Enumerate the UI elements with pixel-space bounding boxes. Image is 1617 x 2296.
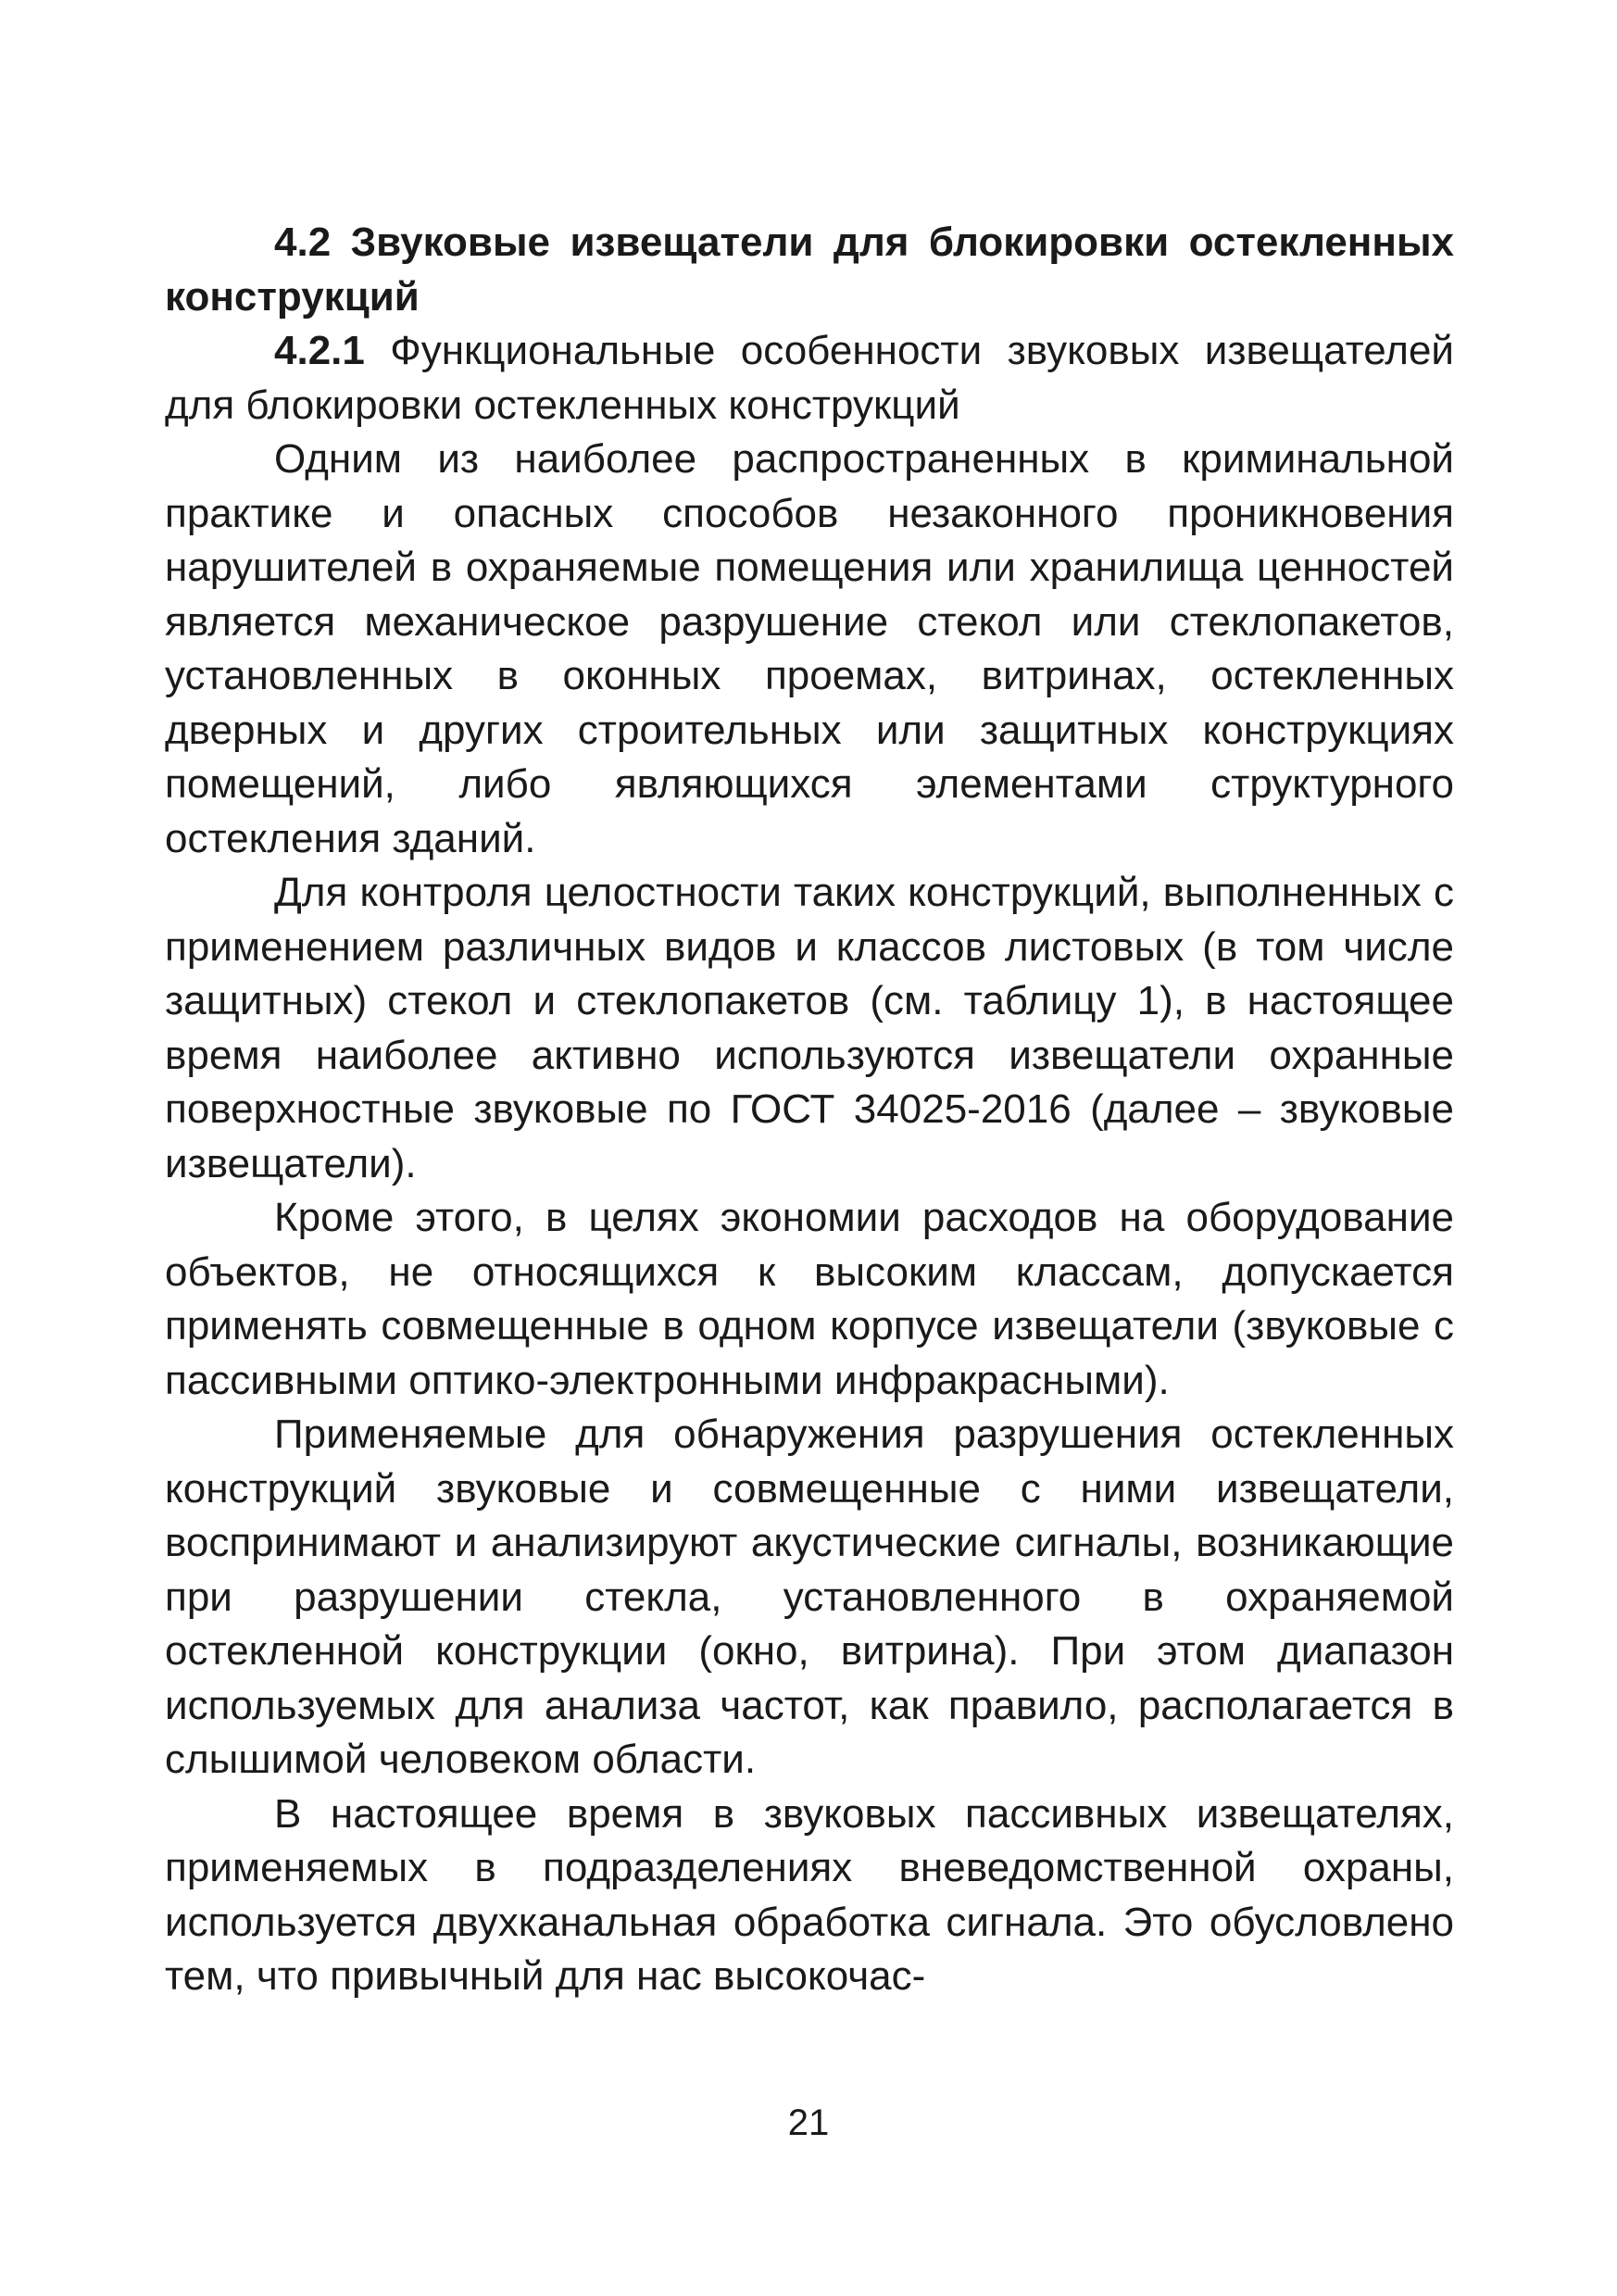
section-heading: 4.2 Звуковые извещатели для блокировки остекленных конструкций — [165, 220, 1454, 320]
paragraph-4: Применяемые для обнаружения разрушения остекленных конструкций звуковые и совмещенные с ними извещатели, воспринимают и анализируют акустические сигналы, возникающие при разрушении стекла, установленного в охраняемой остекленной конструкции (окно, витрина). При этом диапазон используемых для анализа частот, как правило, располагается в слышимой человеком области. — [165, 1411, 1454, 1782]
paragraph-2: Для контроля целостности таких конструкций, выполненных с применением различных видов и классов листовых (в том числе защитных) стекол и стеклопакетов (см. таблицу 1), в настоящее время наиболее активно используются извещатели охранные поверхностные звуковые по ГОСТ 34025-2016 (далее – звуковые извещатели). — [165, 870, 1454, 1186]
subsection-title: Функциональные особенности звуковых извещателей для блокировки остекленных конструкций — [165, 328, 1454, 428]
page-number: 21 — [787, 2102, 830, 2143]
page-content — [165, 216, 1454, 2004]
paragraph-5: В настоящее время в звуковых пассивных извещателях, применяемых в подразделениях вневедомственной охраны, используется двухканальная обработка сигнала. Это обусловлено тем, что привычный для нас высокочас- — [165, 1790, 1454, 1999]
subsection-number: 4.2.1 — [274, 328, 365, 373]
paragraph-1: Одним из наиболее распространенных в криминальной практике и опасных способов незаконного проникновения нарушителей в охраняемые помещения или хранилища ценностей является механическое разрушение стекол или стеклопакетов, установленных в оконных проемах, витринах, остекленных дверных и других строительных или защитных конструкциях помещений, либо являющихся элементами структурного остекления зданий. — [165, 436, 1454, 861]
subsection-heading — [165, 324, 1454, 433]
paragraph-3: Кроме этого, в целях экономии расходов на оборудование объектов, не относящихся к высоким классам, допускается применять совмещенные в одном корпусе извещатели (звуковые с пассивными оптико-электронными инфракрасными). — [165, 1195, 1454, 1403]
